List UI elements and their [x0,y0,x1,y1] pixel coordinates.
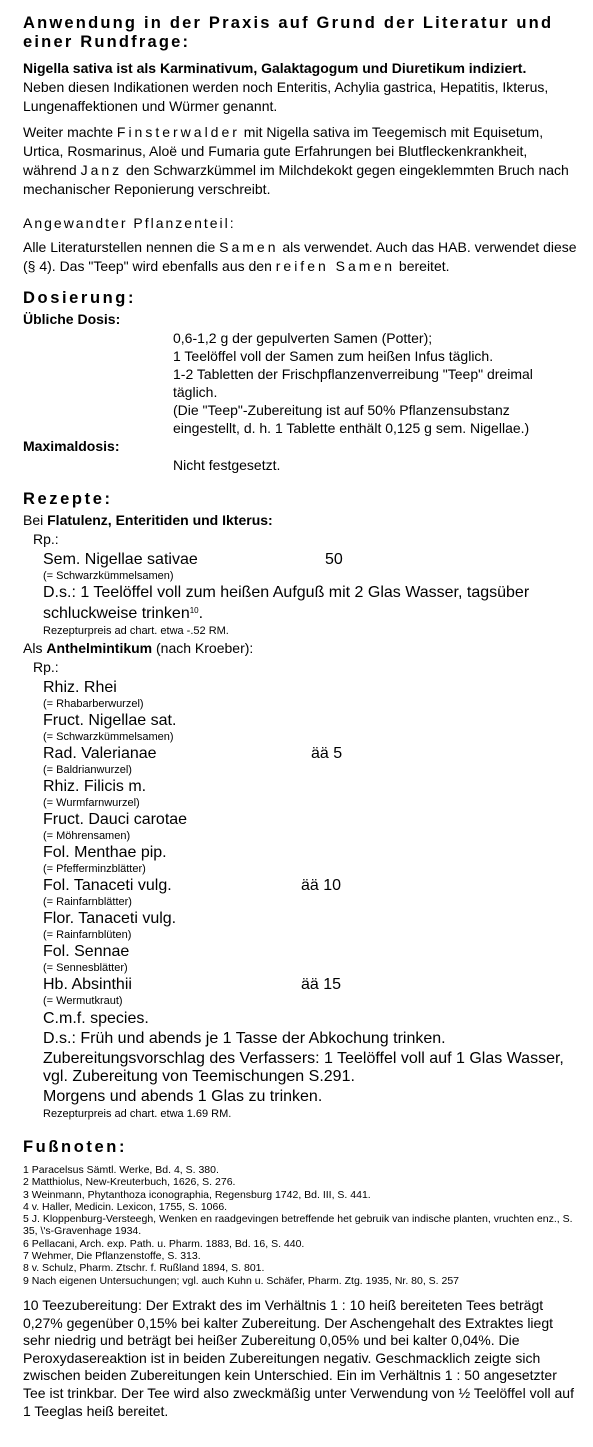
footnote-ref: 10 [189,606,199,615]
plant-part-text-2: als verwendet. Auch das HAB. verwendet diese (§ 4). Das "Teep" wird ebenfalls aus den [23,239,577,274]
instructions-text: D.s.: 1 Teelöffel voll zum heißen Aufguß mit 2 Glas Wasser, tagsüber schluckweise trinken [43,584,530,622]
usual-dose-label: Übliche Dosis: [23,311,121,327]
ingredient-quantity: 50 [325,551,343,568]
ingredient-name: Sem. Nigellae sativae [43,551,198,568]
ingredient-row [43,910,578,928]
recipe-indication: Flatulenz, Enteritiden und Ikterus: [47,512,273,528]
ingredient-note: (= Rainfarnblüten) [43,929,132,941]
author-name-janz: Janz [80,162,123,178]
usual-dose-line: 0,6-1,2 g der gepulverten Samen (Potter); [173,330,433,346]
ingredient-row [43,877,578,895]
footnote-item: 8 v. Schulz, Pharm. Ztschr. f. Rußland 1894, S. 801. [23,1262,265,1275]
section-heading: Anwendung in der Praxis auf Grund der Literatur und einer Rundfrage: [23,14,554,51]
ingredient-note: (= Wurmfarnwurzel) [43,797,140,809]
ingredient-note: (= Pfefferminzblätter) [43,863,146,875]
recipe-price: Rezepturpreis ad chart. etwa 1.69 RM. [43,1108,232,1120]
ingredient-row [43,745,578,763]
recipes-heading: Rezepte: [23,490,113,508]
ingredient-note: (= Möhrensamen) [43,830,131,842]
footnote-item: 5 J. Kloppenburg-Versteegh, Wenken en raadgevingen betreffende het gebruik van indische planten, vruchten enz., S. 35, \'s-Gravenhage 1934. [23,1213,573,1238]
footnotes-list [23,1164,578,1287]
ingredient-name: Hb. Absinthii [43,976,132,993]
ingredient-quantity: ää 5 [311,745,343,762]
practice-text-2: mit Nigella sativa im Teegemisch mit Equisetum, Urtica, Rosmarinus, Aloë und Fumaria gute Erfahrungen bei Blutfleckenkrankheit, während [23,124,544,178]
recipe-rp: Rp.: [33,659,59,675]
author-name-finsterwalder: Finsterwalder [116,124,240,140]
recipe-cmf: C.m.f. species. [43,1010,149,1027]
footnote-item: 4 v. Haller, Medicin. Lexicon, 1755, S. 1066. [23,1200,228,1213]
dosing-schedule: Morgens und abends 1 Glas zu trinken. [43,1088,323,1105]
usual-dose-line: 1-2 Tabletten der Frischpflanzenverreibung "Teep" dreimal täglich. [173,366,533,400]
ingredient-name: Flor. Tanaceti vulg. [43,910,177,927]
ingredient-quantity: ää 10 [301,877,342,894]
footnote-item: 2 Matthiolus, New-Kreuterbuch, 1626, S. 276. [23,1176,236,1189]
recipe-anthelmintic [23,639,578,1122]
footnote-item: 6 Pellacani, Arch. exp. Path. u. Pharm. 1883, Bd. 16, S. 440. [23,1237,305,1250]
recipe-flatulence [23,511,578,639]
indication-summary: Nigella sativa ist als Karminativum, Galaktagogum und Diuretikum indiziert. [23,60,527,76]
footnote-item: 1 Paracelsus Sämtl. Werke, Bd. 4, S. 380. [23,1164,219,1176]
dosage-heading: Dosierung: [23,289,137,307]
footnote-item: 3 Weinmann, Phytanthoza iconographia, Regensburg 1742, Bd. III, S. 441. [23,1188,371,1201]
recipe-intro-text: Bei [23,512,48,528]
recipe-intro-source: (nach Kroeber): [152,640,254,656]
ingredient-row [43,943,578,961]
recipe-instructions [43,584,578,623]
ingredient-note: (= Rainfarnblätter) [43,896,132,908]
ingredient-quantity: ää 15 [301,976,342,993]
plant-part-paragraph [23,238,578,276]
practice-text-1: Weiter machte [23,124,117,140]
ingredient-row [43,679,578,697]
ingredient-name: Fol. Menthae pip. [43,844,167,861]
ingredient-name: Fruct. Nigellae sat. [43,712,177,729]
footnote-item: 7 Wehmer, Die Pflanzenstoffe, S. 313. [23,1250,201,1263]
ingredient-note: (= Rhabarberwurzel) [43,698,144,710]
ingredient-name: Fol. Tanaceti vulg. [43,877,172,894]
ingredient-row [43,551,578,569]
ingredient-row [43,976,578,994]
document-page [23,14,578,1420]
recipe-indication: Anthelmintikum [46,640,153,656]
recipe-price: Rezepturpreis ad chart. etwa -.52 RM. [43,625,229,637]
footnotes-heading: Fußnoten: [23,1138,128,1156]
indication-details: Neben diesen Indikationen werden noch Enteritis, Achylia gastrica, Hepatitis, Ikterus, Lungenaffektionen und Würmer genannt. [23,79,549,114]
max-dose-value: Nicht festgesetzt. [173,457,281,473]
plant-part-heading: Angewandter Pflanzenteil: [23,215,236,231]
recipe-instructions: D.s.: Früh und abends je 1 Tasse der Abkochung trinken. [43,1030,446,1047]
recipe-body [23,551,578,639]
plant-part-seeds: Samen [219,239,279,255]
ingredient-row [43,844,578,862]
ingredient-name: Rhiz. Rhei [43,679,117,696]
instructions-end: . [198,605,204,622]
ingredient-row [43,778,578,796]
usual-dose-line: 1 Teelöffel voll der Samen zum heißen Infus täglich. [173,348,494,364]
indication-paragraph [23,59,578,116]
ingredient-note: (= Wermutkraut) [43,995,123,1007]
ingredient-name: Rhiz. Filicis m. [43,778,147,795]
ingredient-name: Rad. Valerianae [43,745,157,762]
ingredient-note: (= Schwarzkümmelsamen) [43,731,174,743]
usual-dose-block [23,329,578,437]
ingredient-row [43,712,578,730]
plant-part-text-3: bereitet. [395,258,450,274]
ingredient-row [43,811,578,829]
recipe-intro-text: Als [23,640,47,656]
ingredient-note: (= Baldrianwurzel) [43,764,132,776]
preparation-proposal: Zubereitungsvorschlag des Verfassers: 1 Teelöffel voll auf 1 Glas Wasser, vgl. Zubereitung von Teemischungen S.291. [43,1050,564,1085]
recipe-intro [23,511,578,530]
usual-dose-line: (Die "Teep"-Zubereitung ist auf 50% Pflanzensubstanz eingestellt, d. h. 1 Tablette enthält 0,125 g sem. Nigellae.) [173,402,530,436]
max-dose-label: Maximaldosis: [23,438,120,454]
practice-paragraph [23,123,578,199]
ingredient-name: Fol. Sennae [43,943,130,960]
ingredient-name: Fruct. Dauci carotae [43,811,188,828]
recipe-intro [23,639,578,658]
practice-text-3: den Schwarzkümmel im Milchdekokt gegen eingeklemmten Bruch nach mechanischer Reponierung verschreibt. [23,162,569,197]
recipe-rp: Rp.: [33,531,59,547]
ingredient-note: (= Schwarzkümmelsamen) [43,570,174,582]
plant-part-text-1: Alle Literaturstellen nennen die [23,239,220,255]
footnote-10: 10 Teezubereitung: Der Extrakt des im Verhältnis 1 : 10 heiß bereiteten Tees beträgt 0,27% gegenüber 0,15% bei kalter Zubereitung. Der Aschengehalt des Extraktes liegt sehr niedrig und beträgt bei heißer Zubereitung 0,05% und bei kalter 0,04%. Die Peroxydasereaktion ist in beiden Zubereitungen negativ. Geschmacklich zeigte sich zwischen beiden Zubereitungen kein Unterschied. Ein im Verhältnis 1 : 50 angesetzter Tee ist trinkbar. Der Tee wird also zweckmäßig unter Verwendung von ½ Teelöffel voll auf 1 Teeglas heiß bereitet. [23,1296,574,1419]
footnote-item: 9 Nach eigenen Untersuchungen; vgl. auch Kuhn u. Schäfer, Pharm. Ztg. 1935, Nr. 80, S. 257 [23,1274,460,1287]
plant-part-ripe-seeds: reifen Samen [275,258,396,274]
ingredient-note: (= Sennesblätter) [43,962,128,974]
recipe-body [23,679,578,1122]
